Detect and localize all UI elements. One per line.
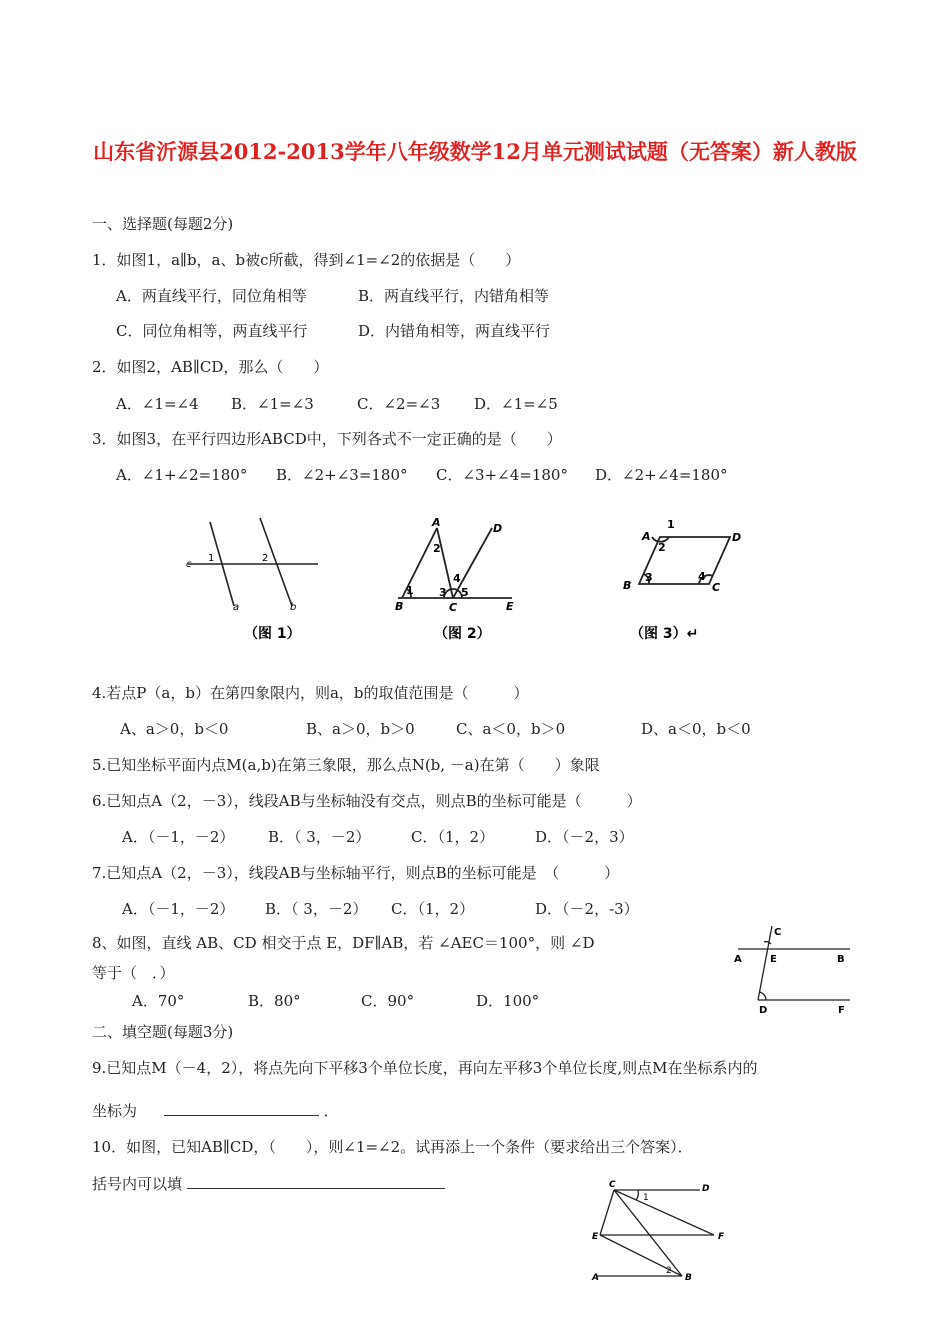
question-1-option-b: B．两直线平行，内错角相等	[358, 287, 550, 305]
question-8-stem: 8、如图，直线 AB、CD 相交于点 E，DF∥AB，若 ∠AEC＝100°，则 ∠D	[92, 934, 595, 952]
fig10-label-2: 2	[666, 1266, 672, 1276]
question-4-option-b: B、a＞0，b＞0	[306, 720, 415, 738]
fig3-label-B: B	[623, 579, 632, 592]
question-10-stem: 10．如图，已知AB∥CD，（ ），则∠1=∠2。试再添上一个条件（要求给出三个答案）．	[92, 1138, 693, 1156]
fig10-label-C: C	[609, 1180, 616, 1190]
fig2-label-B: B	[395, 600, 404, 613]
fig2-label-1: 1	[406, 584, 414, 597]
question-10-figure	[586, 1176, 736, 1284]
question-1-option-d: D．内错角相等，两直线平行	[358, 322, 551, 340]
fig3-label-C: C	[712, 581, 721, 594]
section-1-heading: 一、选择题(每题2分)	[92, 215, 234, 233]
question-6-option-a: A．（－1，－2）	[122, 828, 235, 846]
fig2-label-A: A	[432, 516, 441, 529]
question-1-option-c: C．同位角相等，两直线平行	[116, 322, 308, 340]
question-6-option-c: C．（1，2）	[411, 828, 495, 846]
fig3-label-3: 3	[645, 571, 653, 584]
question-3-option-d: D．∠2+∠4=180°	[595, 466, 728, 484]
fig8-label-A: A	[734, 954, 742, 965]
question-2-stem: 2．如图2，AB∥CD，那么（ ）	[92, 358, 329, 376]
question-7-option-c: C．（1，2）	[391, 900, 475, 918]
question-8-option-c: C．90°	[361, 992, 415, 1010]
question-4-stem: 4.若点P（a，b）在第四象限内，则a，b的取值范围是（ ）	[92, 684, 529, 702]
fig8-label-E: E	[770, 954, 777, 965]
question-10-stem-continued	[92, 1172, 445, 1195]
question-9-answer-blank[interactable]	[164, 1099, 319, 1116]
question-7-option-a: A．（－1，－2）	[122, 900, 235, 918]
fig1-label-c: c	[186, 559, 192, 570]
question-8-option-b: B．80°	[248, 992, 301, 1010]
question-9-end: ．	[323, 1102, 339, 1120]
section-2-heading: 二、填空题(每题3分)	[92, 1023, 234, 1041]
question-4-option-d: D、a＜0，b＜0	[641, 720, 751, 738]
fig2-label-3: 3	[439, 586, 447, 599]
fig3-label-2: 2	[658, 541, 666, 554]
question-10-label: 括号内可以填	[92, 1175, 183, 1193]
fig3-label-4: 4	[698, 570, 706, 583]
question-9-stem-continued	[92, 1099, 339, 1122]
question-9-stem: 9.已知点M（－4，2），将点先向下平移3个单位长度，再向左平移3个单位长度,则点M在坐标系内的	[92, 1059, 758, 1077]
fig2-label-C: C	[449, 601, 458, 614]
question-6-option-d: D．（－2，3）	[535, 828, 634, 846]
question-7-option-d: D．（－2，-3）	[535, 900, 639, 918]
question-2-option-b: B．∠1=∠3	[231, 395, 314, 413]
question-3-option-c: C．∠3+∠4=180°	[436, 466, 568, 484]
fig8-label-D: D	[759, 1005, 768, 1016]
question-3-option-b: B．∠2+∠3=180°	[276, 466, 408, 484]
page-title: 山东省沂源县2012-2013学年八年级数学12月单元测试试题（无答案）新人教版	[93, 139, 857, 164]
fig8-label-C: C	[774, 927, 782, 938]
question-6-option-b: B．（ 3，－2）	[268, 828, 371, 846]
question-7-stem: 7.已知点A（2，－3），线段AB与坐标轴平行，则点B的坐标可能是 （ ）	[92, 864, 620, 882]
question-10-answer-blank[interactable]	[187, 1172, 445, 1189]
question-4-option-c: C、a＜0，b＞0	[456, 720, 566, 738]
fig1-label-a: a	[233, 602, 240, 613]
fig2-label-E: E	[506, 600, 514, 613]
question-8-option-a: A．70°	[132, 992, 185, 1010]
question-8-figure	[728, 920, 858, 1020]
fig2-caption: （图 2）	[434, 626, 491, 642]
question-6-stem: 6.已知点A（2，－3），线段AB与坐标轴没有交点，则点B的坐标可能是（ ）	[92, 792, 642, 810]
fig2-label-5: 5	[461, 586, 469, 599]
question-2-option-c: C．∠2=∠3	[357, 395, 441, 413]
fig10-label-E: E	[592, 1232, 599, 1242]
figures-1-2-3	[170, 510, 790, 650]
question-9-label: 坐标为	[92, 1102, 138, 1120]
fig2-label-4: 4	[453, 572, 461, 585]
fig8-label-F: F	[838, 1005, 845, 1016]
fig1-label-1: 1	[208, 553, 215, 564]
question-1-stem: 1．如图1，a∥b，a、b被c所截，得到∠1=∠2的依据是（ ）	[92, 251, 521, 269]
fig1-label-2: 2	[262, 553, 269, 564]
fig10-label-F: F	[718, 1232, 725, 1242]
question-8-option-d: D．100°	[476, 992, 540, 1010]
fig3-label-1: 1	[667, 518, 675, 531]
fig10-label-1: 1	[643, 1193, 649, 1203]
question-3-stem: 3．如图3，在平行四边形ABCD中，下列各式不一定正确的是（ ）	[92, 430, 562, 448]
question-2-option-a: A．∠1=∠4	[116, 395, 199, 413]
fig10-label-B: B	[685, 1273, 692, 1283]
fig8-label-B: B	[837, 954, 845, 965]
question-5-stem: 5.已知坐标平面内点M(a,b)在第三象限，那么点N(b, －a)在第（ ）象限	[92, 756, 600, 774]
fig3-label-D: D	[732, 531, 742, 544]
question-2-option-d: D．∠1=∠5	[474, 395, 558, 413]
fig2-label-2: 2	[433, 542, 441, 555]
question-8-stem-continued: 等于（ ．）	[92, 964, 175, 982]
question-7-option-b: B．（ 3，－2）	[265, 900, 368, 918]
fig1-label-b: b	[290, 602, 297, 613]
figure-2-diagram	[398, 528, 512, 598]
question-3-option-a: A．∠1+∠2=180°	[116, 466, 248, 484]
fig3-caption: （图 3）↵	[630, 626, 699, 642]
question-4-option-a: A、a＞0，b＜0	[120, 720, 229, 738]
fig2-label-D: D	[493, 522, 503, 535]
fig10-label-D: D	[702, 1184, 710, 1194]
fig1-caption: （图 1）	[244, 626, 301, 642]
fig10-label-A: A	[592, 1273, 599, 1283]
question-1-option-a: A．两直线平行，同位角相等	[116, 287, 307, 305]
fig3-label-A: A	[642, 530, 651, 543]
